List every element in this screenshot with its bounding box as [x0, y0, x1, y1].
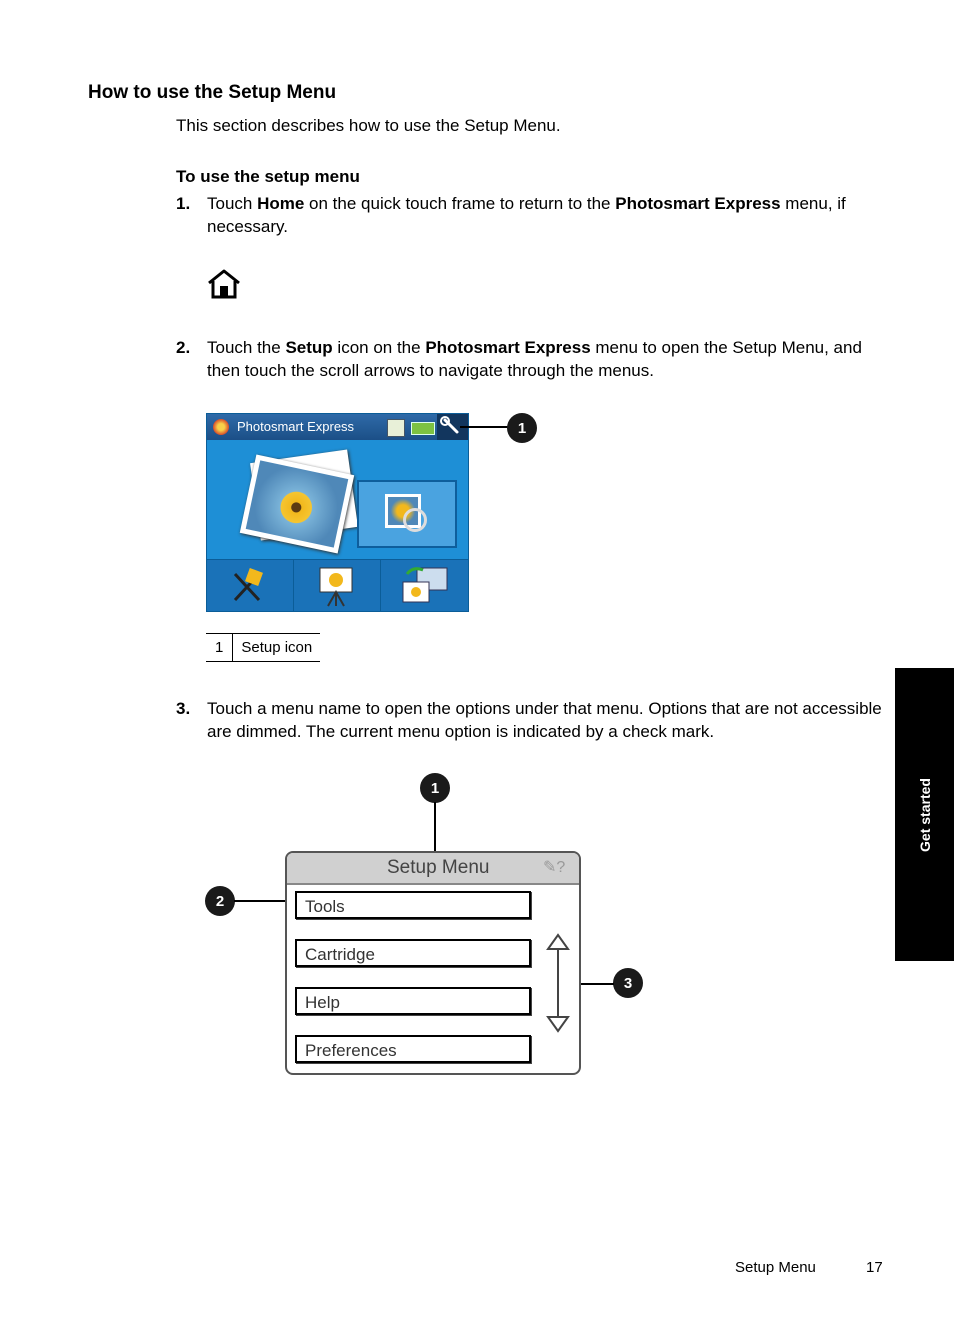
- sunflower-photo: [246, 460, 349, 547]
- table-row: [206, 634, 320, 662]
- callout-1-menu: 1: [420, 773, 450, 803]
- menu-item-preferences[interactable]: Preferences: [295, 1035, 531, 1063]
- screen-title: Photosmart Express: [237, 419, 355, 434]
- callout-1: 1: [507, 413, 537, 443]
- step-2-number: 2.: [176, 338, 191, 357]
- legend-number: 1: [206, 634, 233, 662]
- view-button[interactable]: [357, 480, 457, 548]
- photosmart-express-screen: [206, 413, 469, 612]
- procedure-title: To use the setup menu: [176, 167, 360, 186]
- side-tab-label: Get started: [916, 777, 933, 852]
- legend-label: Setup icon: [233, 634, 320, 662]
- step-3-number: 3.: [176, 699, 191, 718]
- setup-menu-title-bar: [287, 853, 579, 885]
- section-intro: This section describes how to use the Setup Menu.: [176, 116, 561, 135]
- section-heading: How to use the Setup Menu: [88, 82, 337, 103]
- page-number: 17: [866, 1259, 883, 1276]
- scroll-up-icon: [548, 935, 568, 949]
- share-icon: [381, 560, 468, 612]
- setup-menu-screen: [285, 851, 581, 1075]
- edit-button[interactable]: [207, 560, 294, 612]
- step-1-text: Touch Home on the quick touch frame to return to the Photosmart Express menu, if necessary.: [207, 194, 846, 236]
- step-1-number: 1.: [176, 194, 191, 213]
- help-wrench-icon: ✎?: [543, 859, 566, 876]
- menu-item-help[interactable]: Help: [295, 987, 531, 1015]
- menu-item-tools[interactable]: Tools: [295, 891, 531, 919]
- footer-section: Setup Menu: [735, 1259, 816, 1276]
- scissors-icon: [207, 560, 293, 612]
- memory-card-icon: [387, 419, 405, 437]
- battery-icon: [411, 422, 435, 435]
- menu-item-cartridge[interactable]: Cartridge: [295, 939, 531, 967]
- scroll-down-icon: [548, 1017, 568, 1031]
- side-tab: [895, 668, 954, 961]
- callout-line: [234, 900, 292, 902]
- scroll-arrows: [545, 933, 571, 1033]
- callout-3: 3: [613, 968, 643, 998]
- step-2-text: Touch the Setup icon on the Photosmart Express menu to open the Setup Menu, and then touch the scroll arrows to navigate through the menus.: [207, 338, 862, 380]
- screen-bottom-bar: [207, 559, 468, 612]
- legend-table: [206, 633, 320, 662]
- screen-title-bar: [207, 414, 468, 440]
- share-button[interactable]: [381, 560, 468, 612]
- easel-icon: [294, 560, 380, 612]
- home-icon: [206, 268, 242, 300]
- setup-menu-title: Setup Menu: [387, 857, 490, 878]
- callout-2: 2: [205, 886, 235, 916]
- magnifier-icon: [403, 508, 427, 532]
- slideshow-button[interactable]: [294, 560, 381, 612]
- flower-logo-icon: [213, 419, 229, 435]
- callout-line: [460, 426, 508, 428]
- step-3-text: Touch a menu name to open the options under that menu. Options that are not accessible are dimmed. The current menu option is indicated by a check mark.: [207, 699, 882, 741]
